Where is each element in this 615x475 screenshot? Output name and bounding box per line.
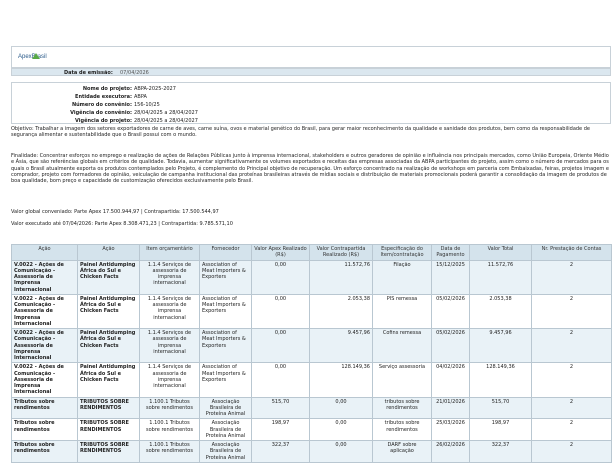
cell-apex-value: 322,37 [252, 441, 310, 463]
cell-payment-date: 04/02/2026 [432, 363, 470, 397]
agreed-value-text: Valor global conveniado: Parte Apex 17.500.944,97 | Contrapartida: 17.500.544,97 [11, 209, 219, 215]
cell-item-spec: Serviço assessoria [373, 363, 432, 397]
cell-supplier: Association of Meat Importers & Exporters [200, 363, 252, 397]
cell-item-spec: PIS remessa [373, 294, 432, 328]
cell-apex-value: 0,00 [252, 260, 310, 294]
cell-counterpart-value: 0,00 [310, 419, 373, 441]
agreement-validity-label: Vigência do convênio: [70, 110, 132, 116]
agreed-value-line [11, 209, 611, 215]
col-header-item-spec: Especificação do Item/contratação [373, 245, 432, 261]
cell-action: V.0022 - Ações de Comunicação - Assessoria de Imprensa Internacional [12, 260, 78, 294]
cell-item-spec: tributos sobre rendimentos [373, 419, 432, 441]
cell-action-detail: Painel Antidumping África do Sul e Chicken Facts [78, 363, 140, 397]
agreement-number-label: Número do convênio: [71, 102, 132, 108]
cell-budget-item: 1.100.1 Tributos sobre rendimentos [140, 397, 200, 419]
cell-counterpart-value: 0,00 [310, 397, 373, 419]
agreement-number-value: 156-10/25 [134, 102, 160, 108]
emission-date-label: Data de emissão: [64, 70, 113, 76]
col-header-accountability-number: Nr. Prestação de Contas [532, 245, 612, 261]
col-header-supplier: Fornecedor [200, 245, 252, 261]
col-header-apex-value: Valor Apex Realizado (R$) [252, 245, 310, 261]
cell-counterpart-value: 9.457,96 [310, 329, 373, 363]
cell-accountability-number: 2 [532, 363, 612, 397]
logo-header [11, 46, 611, 68]
cell-total-value: 322,37 [470, 441, 532, 463]
cell-counterpart-value: 11.572,76 [310, 260, 373, 294]
cell-supplier: Association of Meat Importers & Exporters [200, 260, 252, 294]
purpose-paragraph [11, 153, 611, 184]
purpose-text: Finalidade: Concentrar esforços no emprego e realização de ações de Relações Públicas junto à imprensa internacional, stakeholders e outros geradores de opinião e influência nos principais mercados, como União Europeia, Oriente Médio e Ásia, que são referências globais em critérios de qualidade. Todavia, aumentar significativamente os volumes exportados e receitas das empresas associadas da ABPA participantes do projeto, assim como o número de mercados para os quais o Brasil atualmente exporta os produtos contemplados pelo Projeto, é complemento do Principal objetivo de recuperação. Um esforço concentrado na realização de workshops em parceria com Embaixadas, feiras, projetos imagem e comprador, projeto com formadores de opinião, veiculação de campanha institucional das proteínas brasileiras através de mídias sociais e distribuição de materiais promocionais poderá garantir a consolidação da imagem de produtos de boa qualidade, bom preço e capacidade de customização oferecidos exclusivamente pelo Brasil. [11, 153, 609, 184]
cell-accountability-number: 2 [532, 294, 612, 328]
col-header-action-detail: Ação [78, 245, 140, 261]
cell-total-value: 9.457,96 [470, 329, 532, 363]
project-name-row [12, 86, 612, 93]
cell-action-detail: Painel Antidumping África do Sul e Chicken Facts [78, 260, 140, 294]
project-validity-label: Vigência do projeto: [75, 118, 132, 124]
cell-accountability-number: 2 [532, 441, 612, 463]
table-row [12, 329, 612, 363]
cell-counterpart-value: 128.149,36 [310, 363, 373, 397]
cell-supplier: Association of Meat Importers & Exporters [200, 294, 252, 328]
cell-counterpart-value: 0,00 [310, 441, 373, 463]
cell-action: V.0022 - Ações de Comunicação - Assessoria de Imprensa Internacional [12, 363, 78, 397]
cell-action-detail: Painel Antidumping África do Sul e Chicken Facts [78, 294, 140, 328]
project-validity-row [12, 118, 612, 125]
cell-item-spec: Filação [373, 260, 432, 294]
executing-entity-value: ABPA [134, 94, 147, 100]
cell-supplier: Associação Brasileira de Proteína Animal [200, 397, 252, 419]
cell-budget-item: 1.1.4 Serviços de assessoria de imprensa internacional [140, 363, 200, 397]
emission-date-row [11, 68, 611, 76]
cell-apex-value: 198,97 [252, 419, 310, 441]
cell-total-value: 11.572,76 [470, 260, 532, 294]
cell-apex-value: 0,00 [252, 294, 310, 328]
agreement-validity-row [12, 110, 612, 117]
objective-text: Objetivo: Trabalhar a imagem dos setores exportadores de carne de aves, carne suína, ovos e material genético do Brasil, para gerar maior reconhecimento da qualidade e sanidade dos produtos, bem como da responsabilidade de segurança alimentar e sustentabilidade que o Brasil possui com o mundo. [11, 126, 590, 139]
table-row [12, 363, 612, 397]
cell-budget-item: 1.100.1 Tributos sobre rendimentos [140, 419, 200, 441]
executed-value-line [11, 221, 611, 227]
cell-total-value: 515,70 [470, 397, 532, 419]
cell-accountability-number: 2 [532, 419, 612, 441]
cell-apex-value: 0,00 [252, 329, 310, 363]
cell-action: V.0022 - Ações de Comunicação - Assessoria de Imprensa Internacional [12, 329, 78, 363]
cell-payment-date: 05/02/2026 [432, 294, 470, 328]
agreement-number-row [12, 102, 612, 109]
executed-value-text: Valor executado até 07/04/2026: Parte Apex 8.308.471,23 | Contrapartida: 9.785.571,10 [11, 221, 233, 227]
cell-item-spec: Cofins remessa [373, 329, 432, 363]
objective-paragraph [11, 126, 611, 139]
cell-payment-date: 21/01/2026 [432, 397, 470, 419]
cell-total-value: 198,97 [470, 419, 532, 441]
cell-total-value: 2.053,38 [470, 294, 532, 328]
table-row [12, 441, 612, 463]
cell-payment-date: 26/02/2026 [432, 441, 470, 463]
cell-budget-item: 1.100.1 Tributos sobre rendimentos [140, 441, 200, 463]
cell-payment-date: 15/12/2025 [432, 260, 470, 294]
expenses-table [11, 244, 612, 463]
cell-item-spec: tributos sobre rendimentos [373, 397, 432, 419]
cell-apex-value: 515,70 [252, 397, 310, 419]
executing-entity-row [12, 94, 612, 101]
cell-accountability-number: 2 [532, 397, 612, 419]
table-header-row [12, 245, 612, 261]
table-row [12, 397, 612, 419]
cell-action-detail: Painel Antidumping África do Sul e Chicken Facts [78, 329, 140, 363]
table-row [12, 260, 612, 294]
cell-budget-item: 1.1.4 Serviços de assessoria de imprensa internacional [140, 294, 200, 328]
cell-action-detail: TRIBUTOS SOBRE RENDIMENTOS [78, 441, 140, 463]
cell-action: Tributos sobre rendimentos [12, 441, 78, 463]
col-header-payment-date: Data de Pagamento [432, 245, 470, 261]
cell-apex-value: 0,00 [252, 363, 310, 397]
col-header-budget-item: Item orçamentário [140, 245, 200, 261]
cell-counterpart-value: 2.053,38 [310, 294, 373, 328]
table-row [12, 419, 612, 441]
col-header-action: Ação [12, 245, 78, 261]
executing-entity-label: Entidade executora: [75, 94, 132, 100]
emission-date-value: 07/04/2026 [120, 70, 149, 76]
cell-supplier: Associação Brasileira de Proteína Animal [200, 419, 252, 441]
table-row [12, 294, 612, 328]
agreement-validity-value: 28/04/2025 a 28/04/2027 [134, 110, 198, 116]
project-info-box [11, 82, 611, 124]
cell-accountability-number: 2 [532, 329, 612, 363]
cell-action-detail: TRIBUTOS SOBRE RENDIMENTOS [78, 419, 140, 441]
cell-supplier: Associação Brasileira de Proteína Animal [200, 441, 252, 463]
cell-action-detail: TRIBUTOS SOBRE RENDIMENTOS [78, 397, 140, 419]
cell-supplier: Association of Meat Importers & Exporters [200, 329, 252, 363]
cell-budget-item: 1.1.4 Serviços de assessoria de imprensa internacional [140, 260, 200, 294]
cell-item-spec: DARF sobre aplicação [373, 441, 432, 463]
cell-action: Tributos sobre rendimentos [12, 397, 78, 419]
project-validity-value: 28/04/2025 a 28/04/2027 [134, 118, 198, 124]
project-name-value: ABPA-2025-2027 [134, 86, 176, 92]
cell-budget-item: 1.1.4 Serviços de assessoria de imprensa internacional [140, 329, 200, 363]
cell-accountability-number: 2 [532, 260, 612, 294]
logo-triangle-icon [32, 53, 40, 59]
col-header-total-value: Valor Total [470, 245, 532, 261]
cell-action: Tributos sobre rendimentos [12, 419, 78, 441]
apexbrasil-logo [18, 54, 47, 62]
cell-total-value: 128.149,36 [470, 363, 532, 397]
cell-action: V.0022 - Ações de Comunicação - Assessoria de Imprensa Internacional [12, 294, 78, 328]
cell-payment-date: 05/02/2026 [432, 329, 470, 363]
project-name-label: Nome do projeto: [82, 86, 132, 92]
col-header-counterpart-value: Valor Contrapartida Realizado (R$) [310, 245, 373, 261]
cell-payment-date: 25/03/2026 [432, 419, 470, 441]
logo-text: ApexBrasil [18, 54, 47, 60]
